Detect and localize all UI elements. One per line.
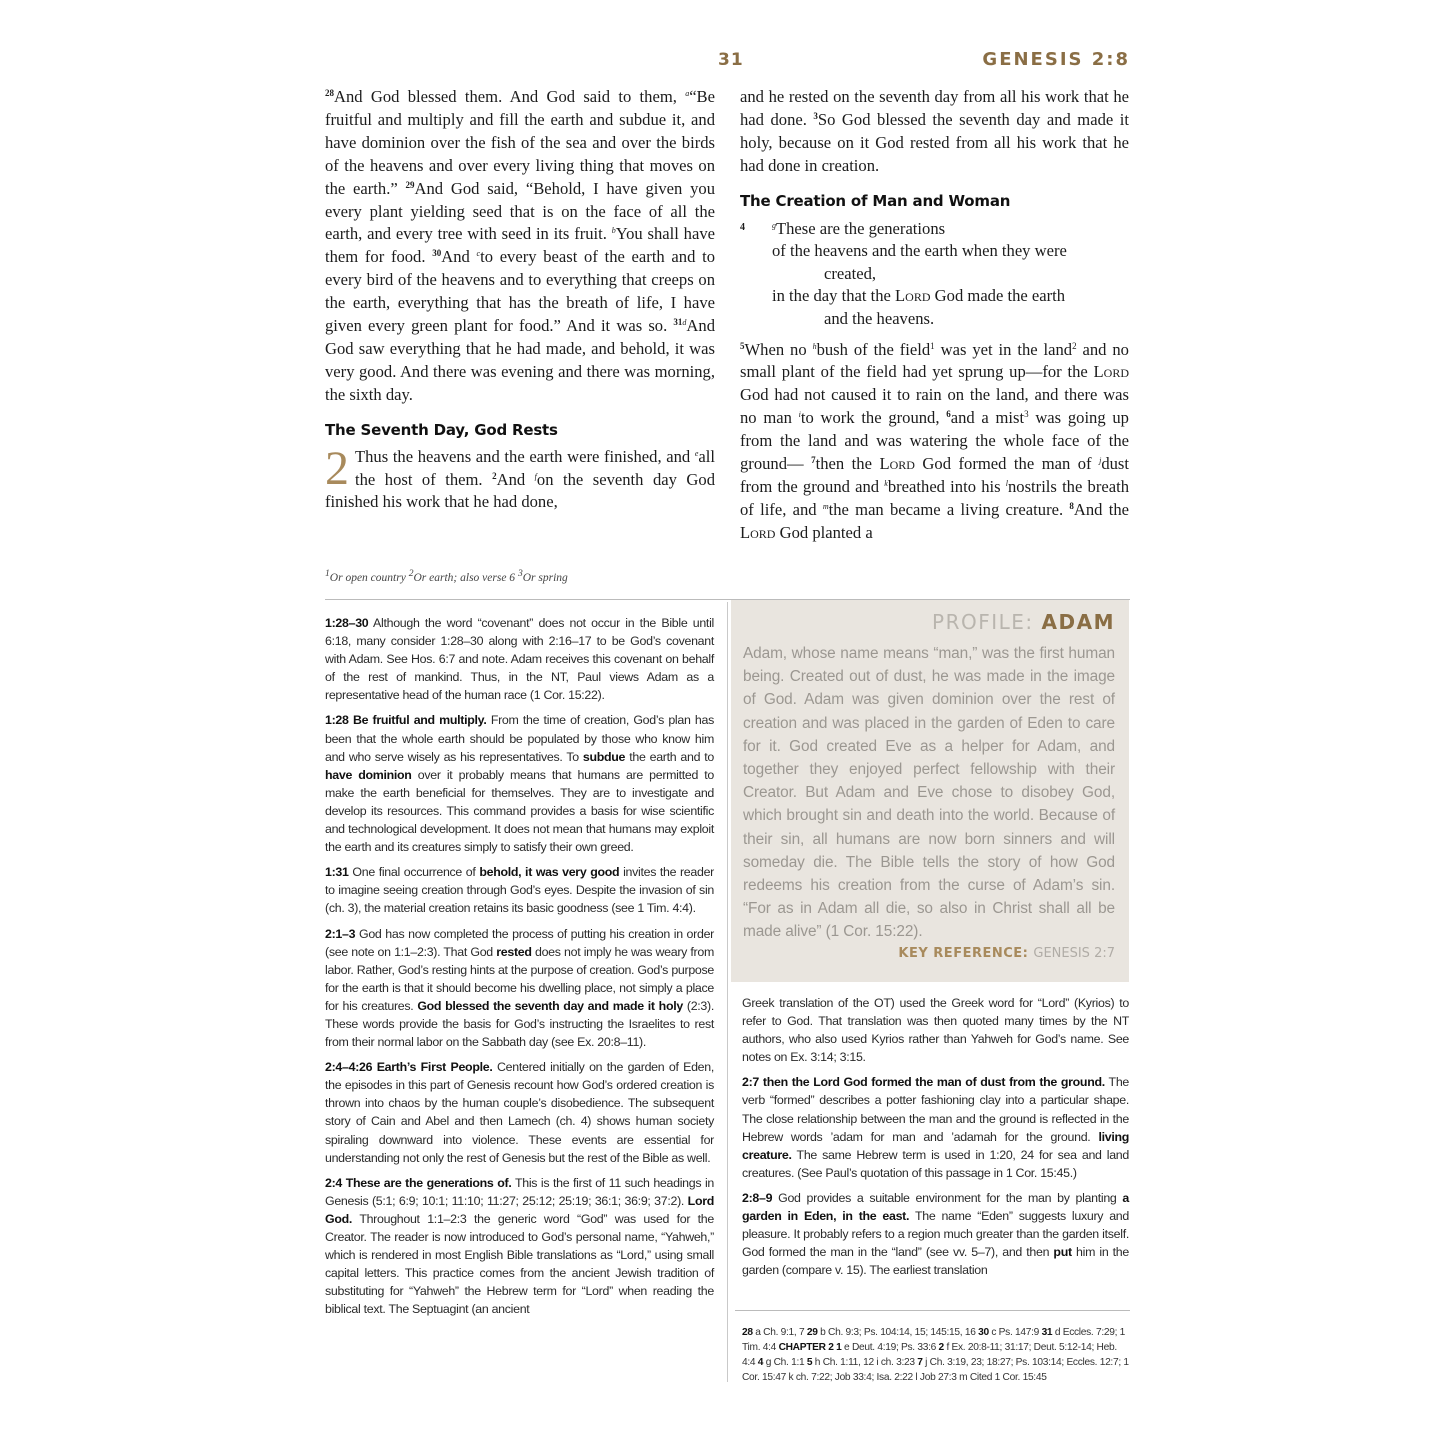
footnote-number: 1	[325, 568, 330, 579]
footnote-text: Or open country	[329, 571, 409, 584]
verse-text: “Be fruitful and multiply and fill the earth and subdue it, and have dominion over the fish of the sea and over the birds of the heavens and over every living thing that moves on the earth.”	[325, 87, 715, 198]
cross-ref-marker[interactable]: a	[685, 89, 690, 98]
study-note	[325, 1058, 714, 1167]
verse-text: was going up from the land and was watering the whole face of the ground—	[740, 408, 1129, 474]
note-text: The verb “formed” describes a potter fashioning clay into a particular shape. The close relationship between the man and the ground is reflected in the Hebrew words ’adam for man and ’adamah for the ground.	[742, 1075, 1129, 1144]
cross-ref-marker[interactable]: m	[822, 501, 829, 511]
note-keyword: put	[1053, 1245, 1072, 1260]
study-notes-left	[325, 614, 714, 1325]
study-note	[325, 711, 714, 856]
cross-ref-marker[interactable]: c	[476, 249, 481, 259]
note-text: invites the reader to imagine seeing creation through God’s eyes. Despite the invasion of sin (ch. 3), the material creation retains its basic goodness (see 1 Tim. 4:4).	[325, 865, 714, 916]
verse-number: 5	[740, 340, 745, 351]
note-reference: 1:28 Be fruitful and multiply.	[325, 713, 487, 728]
note-reference: 2:8–9	[742, 1190, 773, 1205]
note-keyword: behold, it was very good	[479, 865, 620, 880]
note-reference: 2:4 These are the generations of.	[325, 1175, 512, 1190]
verse-text: breathed into his	[887, 476, 1006, 496]
xref-verse: 2	[938, 1342, 944, 1353]
key-reference-value: GENESIS 2:7	[1033, 945, 1115, 961]
footnote-marker[interactable]: 1	[930, 340, 935, 351]
scripture-left-column	[325, 86, 715, 514]
profile-name: ADAM	[1041, 610, 1115, 634]
study-note	[325, 863, 714, 917]
scripture-right-column	[740, 86, 1129, 545]
verse-text: to every beast of the earth and to every bird of the heavens and to everything that creeps on the earth, everything that has the breath of life, I have given every green plant for food.” And it was so.	[325, 247, 716, 336]
cross-ref-marker[interactable]: f	[534, 471, 537, 481]
divine-name: Lord	[895, 286, 931, 306]
verse-text: created,	[824, 263, 877, 283]
verse-text: When no	[744, 339, 813, 359]
note-text: (2:3). These words provide the basis for God’s instructing the Israelites to rest from their normal labor on the Sabbath day (see Ex. 20:8–11).	[325, 998, 714, 1050]
cross-ref-marker[interactable]: d	[682, 318, 687, 328]
verse-text: And the	[1073, 499, 1129, 519]
study-note	[742, 1189, 1129, 1279]
divine-name: Lord	[740, 522, 776, 542]
note-text: Throughout 1:1–2:3 the generic word “God” was used for the Creator. The reader is now introduced to God’s personal name, “Yahweh,” which is rendered in most English Bible translations as “Lord,” using small capital letters. This practice comes from the ancient Jewish tradition of substituting for “Yahweh” the Hebrew term for “Lord” when reading the biblical text. The Septuagint (an ancient	[325, 1211, 714, 1317]
verse-number: 4	[740, 221, 745, 233]
verse-number: 2	[492, 470, 497, 481]
verse-text: And	[441, 247, 477, 267]
note-text: From the time of creation, God’s plan has been that the whole earth should be populated by those who know him and who serve wisely as his representatives. To	[325, 713, 714, 764]
verse-text: all the host of them.	[355, 446, 715, 489]
verse-text: the man became a living creature.	[828, 499, 1070, 519]
poetry-block	[740, 217, 1129, 331]
note-text: over it probably means that humans are permitted to make the earth beneficial for themselves. They are to investigate and develop its resources. This command provides a basis for wise scientific and technological development. It does not mean that humans may exploit the earth and its creatures simply to satisfy their own greed.	[325, 767, 714, 855]
note-text: Although the word “covenant” does not occur in the Bible until 6:18, many consider 1:28–30 along with 2:16–17 to be God’s covenant with Adam. See Hos. 6:7 and note. Adam receives this covenant on behalf of the rest of mankind. Thus, in the NT, Paul views Adam as a representative head of the human race (1 Cor. 15:22).	[325, 616, 714, 703]
note-text: him in the garden (compare v. 15). The earliest translation	[742, 1245, 1129, 1278]
note-text: The same Hebrew term is used in 1:20, 24 for sea and land creatures. (See Paul’s quotation of this passage in 1 Cor. 15:45.)	[742, 1147, 1129, 1180]
note-text: does not imply he was weary from labor. Rather, God’s resting hints at the purpose of creation. God’s purpose for the earth is that it should become his dwelling place, not simply a place for his creatures.	[325, 944, 714, 1013]
verse-number: 30	[432, 248, 442, 259]
verse-number: 29	[405, 179, 415, 190]
cross-ref-marker[interactable]: i	[798, 410, 801, 420]
column-divider	[727, 602, 728, 1382]
xref-text[interactable]: e Deut. 4:19; Ps. 33:6	[844, 1342, 939, 1353]
verse-text: and no small plant of the field had yet sprung up—for the	[740, 339, 1129, 382]
scripture-paragraph	[740, 339, 1129, 545]
verse-text: God made the earth	[930, 286, 1066, 306]
cross-references	[742, 1325, 1129, 1385]
verse-number: 8	[1069, 500, 1074, 511]
verse-text: of the heavens and the earth when they were	[772, 241, 1067, 261]
note-keyword: rested	[496, 944, 532, 959]
footnote-number: 3	[517, 568, 523, 579]
note-text: One final occurrence of	[352, 865, 480, 880]
profile-body: Adam, whose name means “man,” was the first human being. Created out of dust, he was made in the image of God. Adam was given dominion over the rest of creation and was placed in the garden of Eden to care for it. God created Eve as a helper for Adam, and together they enjoyed perfect fellowship with their Creator. But Adam and Eve chose to disobey God, which brought sin and death into the world. Because of their sin, all humans are now born sinners and will someday die. The Bible tells the story of how God redeems his creation from the curse of Adam’s sin. “For as in Adam all die, so also in Christ shall all be made alive” (1 Cor. 15:22).	[743, 645, 1115, 941]
section-heading: The Seventh Day, God Rests	[325, 420, 558, 439]
cross-ref-marker[interactable]: l	[1005, 478, 1008, 488]
verse-text: and the heavens.	[824, 308, 935, 328]
note-reference: 1:31	[325, 865, 349, 880]
xref-text[interactable]: b Ch. 9:3; Ps. 104:14, 15; 145:15, 16	[820, 1327, 979, 1338]
verse-text: And God saw everything that he had made, and behold, it was very good. And there was evening and there was morning, the sixth day.	[325, 316, 715, 404]
footnote-text: Or earth; also verse 6	[413, 571, 518, 584]
note-keyword: Lord God.	[325, 1193, 714, 1226]
poetry-line	[740, 217, 1129, 241]
note-keyword: subdue	[582, 749, 626, 764]
note-reference: 2:7 then the Lord God formed the man of dust from the ground.	[742, 1075, 1105, 1090]
verse-text: on the seventh day God finished his work that he had done,	[325, 469, 715, 512]
verse-text: dust from the ground and	[740, 454, 1129, 496]
study-notes-right	[742, 994, 1129, 1286]
xref-text[interactable]: c Ps. 147:9	[991, 1327, 1042, 1338]
verse-number: 3	[813, 110, 818, 121]
verse-number: 31	[673, 317, 683, 328]
profile-key-reference	[743, 946, 1115, 961]
verse-number: 6	[946, 409, 951, 420]
xref-verse: 4	[757, 1357, 764, 1368]
scripture-paragraph	[325, 86, 715, 407]
verse-text: God planted a	[775, 522, 873, 542]
verse-text: and a mist	[950, 408, 1025, 428]
verse-text: These are the generations	[776, 218, 946, 238]
running-head: GENESIS 2:8	[982, 49, 1130, 70]
verse-text: And God blessed them. And God said to them,	[334, 87, 686, 106]
xref-verse: 29	[806, 1327, 818, 1338]
poetry-line	[740, 263, 1129, 286]
verse-text: nostrils the breath of life, and	[740, 476, 1129, 519]
xref-verse: 5	[806, 1357, 813, 1368]
verse-text: You shall have them for food.	[325, 224, 715, 267]
footnotes	[325, 568, 725, 584]
verse-text: God formed the man of	[914, 454, 1100, 474]
note-keyword: have dominion	[325, 767, 412, 782]
xref-text[interactable]: f Ex. 20:8-11; 31:17; Deut. 5:12-14; Heb. 4:4	[742, 1342, 1117, 1368]
footnote-marker[interactable]: 3	[1024, 409, 1029, 420]
verse-text: God had not caused it to rain on the land, and there was no man	[740, 385, 1129, 428]
scripture-paragraph	[740, 86, 1129, 178]
note-text: God has now completed the process of putting his creation in order (see note on 1:1–2:3). That God	[325, 926, 714, 959]
key-reference-label: KEY REFERENCE:	[898, 945, 1034, 961]
footnote-text: Or spring	[522, 571, 568, 584]
note-reference: 2:1–3	[325, 926, 356, 941]
cross-ref-marker[interactable]: e	[694, 448, 699, 458]
study-note	[325, 1174, 714, 1319]
xref-text[interactable]: d Eccles. 7:29; 1 Tim. 4:4	[742, 1327, 1126, 1353]
page-number: 31	[718, 50, 744, 70]
verse-text: bush of the field	[816, 339, 931, 359]
cross-ref-marker[interactable]: h	[812, 341, 817, 351]
note-reference: 1:28–30	[325, 616, 369, 630]
xref-verse: 28	[742, 1327, 753, 1338]
note-text: Centered initially on the garden of Eden, the episodes in this part of Genesis recount how God’s ordered creation is thrown into chaos by the human couple’s disobedience. The subsequent story of Cain and Abel and then Lamech (ch. 4) shows human society spiraling downward into violence. These events are essential for understanding not only the rest of Genesis but the rest of the Bible as well.	[325, 1060, 714, 1165]
xref-chapter: CHAPTER 2	[778, 1342, 834, 1353]
note-text: the earth and to	[625, 749, 714, 764]
cross-ref-marker[interactable]: g	[772, 220, 776, 230]
xref-verse: 30	[978, 1327, 989, 1338]
xref-text[interactable]: j Ch. 3:19, 23; 18:27; Ps. 103:14; Eccles. 12:7; 1 Cor. 15:47 k ch. 7:22; Job 33:4; Isa. 2:22 l Job 27:3 m Cited 1 Cor. 15:45	[742, 1357, 1129, 1383]
cross-ref-marker[interactable]: b	[611, 226, 616, 236]
footnote-marker[interactable]: 2	[1072, 340, 1077, 351]
xref-verse: 1	[836, 1342, 842, 1353]
divine-name: Lord	[1093, 362, 1129, 382]
footnote-number: 2	[408, 568, 414, 579]
xref-text[interactable]: g Ch. 1:1	[765, 1357, 807, 1368]
note-keyword: God blessed the seventh day and made it holy	[417, 998, 683, 1013]
verse-number: 28	[325, 88, 334, 98]
note-text: God provides a suitable environment for the man by planting	[778, 1190, 1123, 1205]
xref-text[interactable]: h Ch. 1:11, 12 i ch. 3:23	[814, 1357, 918, 1368]
study-note	[742, 994, 1129, 1066]
note-text: Greek translation of the OT) used the Greek word for “Lord” (Kyrios) to refer to God. That translation was then quoted many times by the NT authors, who also used Kyrios rather than Yahweh for God’s name. See notes on Ex. 3:14; 3:15.	[742, 996, 1129, 1065]
verse-number: 7	[811, 455, 816, 466]
cross-ref-divider-rule	[735, 1310, 1130, 1311]
verse-text: And	[496, 469, 535, 489]
scripture-paragraph	[325, 441, 715, 515]
cross-ref-marker[interactable]: k	[884, 478, 888, 488]
profile-title	[743, 610, 1115, 634]
study-note	[325, 925, 714, 1052]
chapter-number: 2	[325, 441, 349, 495]
section-heading: The Creation of Man and Woman	[740, 191, 1011, 210]
verse-text: And God said, “Behold, I have given you every plant yielding seed that is on the face of all the earth, and every tree with seed in its fruit.	[325, 178, 715, 244]
poetry-line	[740, 308, 1129, 331]
profile-label: PROFILE:	[932, 610, 1042, 634]
study-note	[742, 1073, 1129, 1182]
divine-name: Lord	[879, 454, 915, 474]
poetry-line	[740, 285, 1129, 308]
note-text: The name “Eden” suggests luxury and pleasure. It probably refers to a region much greater than the garden itself. God formed the man in the “land” (see vv. 5–7), and then	[742, 1209, 1129, 1260]
verse-text: and he rested on the seventh day from all his work that he had done.	[740, 87, 1129, 129]
xref-verse: 7	[917, 1357, 923, 1368]
verse-text: to work the ground,	[800, 408, 947, 428]
note-keyword: living creature.	[742, 1129, 1129, 1162]
verse-text: Thus the heavens and the earth were finished, and	[355, 446, 695, 466]
verse-text: then the	[815, 454, 880, 474]
verse-text: in the day that the	[772, 286, 896, 306]
verse-text: was yet in the land	[934, 339, 1073, 359]
note-text: This is the first of 11 such headings in Genesis (5:1; 6:9; 10:1; 11:10; 11:27; 25:12; 25:19; 36:1; 36:9; 37:2).	[325, 1175, 714, 1208]
poetry-line	[740, 240, 1129, 263]
study-note	[325, 614, 714, 704]
verse-text: So God blessed the seventh day and made it holy, because on it God rested from all his work that he had done in creation.	[740, 109, 1129, 175]
note-keyword: a garden in Eden, in the east.	[742, 1190, 1129, 1224]
profile-box	[731, 600, 1129, 982]
xref-verse: 31	[1041, 1327, 1053, 1338]
xref-text[interactable]: a Ch. 9:1, 7	[755, 1327, 807, 1338]
cross-ref-marker[interactable]: j	[1099, 456, 1102, 466]
note-reference: 2:4–4:26 Earth’s First People.	[325, 1060, 493, 1075]
